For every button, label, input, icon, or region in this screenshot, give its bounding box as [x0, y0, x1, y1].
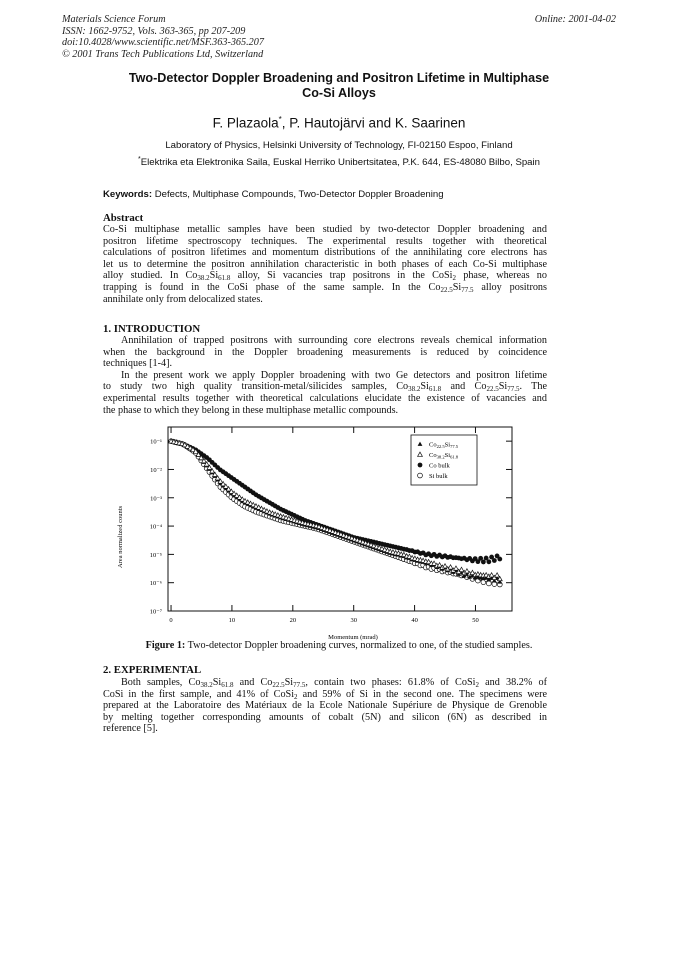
- data-point: [497, 557, 502, 562]
- figure-caption: [0, 640, 678, 651]
- intro-line: In the present work we apply Doppler broadening with two Ge detectors and positron lifetime: [121, 369, 547, 381]
- intro-line: techniques [1-4].: [103, 358, 173, 370]
- figure-1-chart: [108, 421, 530, 643]
- x-axis-label: Momentum (mrad): [328, 634, 378, 641]
- abstract-heading: Abstract: [103, 212, 144, 224]
- x-tick-label: 0: [169, 617, 173, 624]
- caption-text: Two-detector Doppler broadening curves, normalized to one, of the studied samples.: [185, 640, 533, 651]
- legend-entry: $Co_{38.2}Si_{61.8}$: [429, 452, 459, 460]
- affiliation-mark: *: [278, 115, 282, 124]
- keywords-label: Keywords:: [103, 189, 153, 200]
- abstract-line: trapping is found in the CoSi phase of the same sample. In the $Co_{22.5}Si_{77.5}$ alloy positrons: [103, 281, 547, 294]
- y-tick-label: 10⁻⁶: [149, 580, 162, 588]
- affiliation-mark-2: *: [138, 156, 141, 163]
- experimental-line: CoSi in the first sample, and 41% of CoSi$_2$ and 59% of Si in the second one. The specimens were: [103, 688, 547, 701]
- experimental-line: prepared at the Laboratoire des Matériaux de la Ecole Nationale Supériure de Physique de Grenoble: [103, 700, 547, 712]
- keywords-text: Defects, Multiphase Compounds, Two-Detector Doppler Broadening: [154, 189, 444, 200]
- affiliation-2-text: Elektrika eta Elektronika Saila, Euskal Herriko Unibertsitatea, P.K. 644, ES-48080 Bilbo, Spain: [140, 157, 540, 169]
- legend-entry: Si bulk: [429, 473, 448, 480]
- data-point: [486, 559, 491, 564]
- data-point: [418, 463, 423, 468]
- title-line-1: Two-Detector Doppler Broadening and Positron Lifetime in Multiphase: [128, 71, 550, 85]
- introduction-heading: 1. INTRODUCTION: [103, 323, 201, 335]
- online-date: Online: 2001-04-02: [534, 14, 616, 25]
- legend-entry: Co bulk: [429, 462, 450, 470]
- introduction-body: [103, 335, 547, 416]
- affiliation-1: Laboratory of Physics, Helsinki University of Technology, FI-02150 Espoo, Finland: [165, 140, 513, 151]
- journal-name: Materials Science Forum: [62, 14, 166, 25]
- abstract-line: Co-Si multiphase metallic samples have been studied by two-detector Doppler broadening and: [103, 224, 547, 235]
- intro-line: to study two high quality transition-metal/silicides samples, $Co_{38.2}Si_{61.8}$ and $Co_{22.5}Si_{77.5}$. The: [103, 381, 547, 393]
- author-1: F. Plazaola: [212, 115, 279, 131]
- data-point: [454, 566, 459, 570]
- y-tick-label: 10⁻⁷: [149, 608, 162, 616]
- experimental-body: [103, 677, 547, 735]
- journal-header: [62, 14, 616, 60]
- x-tick-label: 30: [350, 617, 357, 624]
- other-authors: , P. Hautojärvi and K. Saarinen: [281, 115, 466, 131]
- x-tick-label: 50: [472, 617, 479, 624]
- y-tick-label: 10⁻²: [150, 466, 162, 474]
- abstract-line: alloy studied. In $Co_{38.2}Si_{61.8}$ alloy, Si vacancies trap positrons in the CoSi$_2$ phase, whereas no: [103, 270, 547, 282]
- caption-label: Figure 1:: [145, 640, 186, 651]
- abstract-line: let us to determine the positron annihilation characteristic in both phases of each Co-Si multiphase: [103, 258, 547, 270]
- abstract-body: [103, 224, 547, 305]
- copyright: © 2001 Trans Tech Publications Ltd, Switzerland: [62, 48, 264, 60]
- data-point: [492, 558, 497, 563]
- abstract-line: positron lifetime spectroscopy techniques. The experimental results together with theoretical: [103, 235, 547, 247]
- abstract-line: calculations of positron lifetimes and momentum distributions of the annihilating core electrons has: [103, 247, 547, 259]
- author-list: [0, 115, 678, 131]
- intro-line: when the background in the Doppler broadening measurements is reduced by coincidence: [103, 346, 547, 358]
- paper-title: [90, 71, 588, 101]
- chart-legend: [411, 435, 477, 485]
- data-point: [481, 560, 486, 565]
- x-tick-label: 40: [411, 617, 418, 624]
- experimental-line: by melting together corresponding amounts of cobalt (5N) and silicon (6N) as described in: [103, 711, 547, 723]
- issn: ISSN: 1662-9752, Vols. 363-365, pp 207-209: [62, 25, 246, 37]
- experimental-heading: 2. EXPERIMENTAL: [103, 664, 202, 676]
- experimental-line: reference [5].: [103, 723, 158, 735]
- data-point: [418, 473, 423, 478]
- intro-line: experimental results together with theoretical calculations elucidate the existence of vacancies and: [103, 392, 547, 404]
- data-point: [443, 564, 448, 568]
- title-line-2: Co-Si Alloys: [302, 86, 376, 100]
- data-point: [495, 573, 500, 577]
- abstract-line: annihilate only from delocalized states.: [103, 293, 263, 305]
- data-point: [489, 573, 494, 577]
- legend-entry: $Co_{22.5}Si_{77.5}$: [429, 441, 459, 449]
- keywords: [103, 189, 444, 200]
- data-point: [448, 565, 453, 569]
- y-axis-label: Area normalized counts: [117, 505, 124, 569]
- x-tick-label: 10: [228, 617, 236, 624]
- intro-line: Annihilation of trapped positrons with surrounding core electrons reveals chemical information: [121, 335, 547, 346]
- y-tick-label: 10⁻⁴: [149, 523, 162, 531]
- y-tick-label: 10⁻³: [150, 495, 162, 503]
- y-tick-label: 10⁻⁵: [149, 551, 162, 559]
- data-point: [465, 569, 470, 573]
- intro-line: the phase to which they belong in these multiphase metallic compounds.: [103, 404, 399, 416]
- doi-link[interactable]: doi:10.4028/www.scientific.net/MSF.363-365.207: [62, 37, 264, 49]
- affiliation-2: [0, 156, 678, 168]
- data-point: [459, 567, 464, 571]
- y-tick-label: 10⁻¹: [150, 438, 162, 446]
- experimental-line: Both samples, $Co_{38.2}Si_{61.8}$ and $Co_{22.5}Si_{77.5}$, contain two phases: 61.8% of CoSi$_2$ and 38.2% of: [121, 677, 547, 689]
- doppler-broadening-plot: [108, 421, 530, 643]
- x-tick-label: 20: [289, 617, 297, 624]
